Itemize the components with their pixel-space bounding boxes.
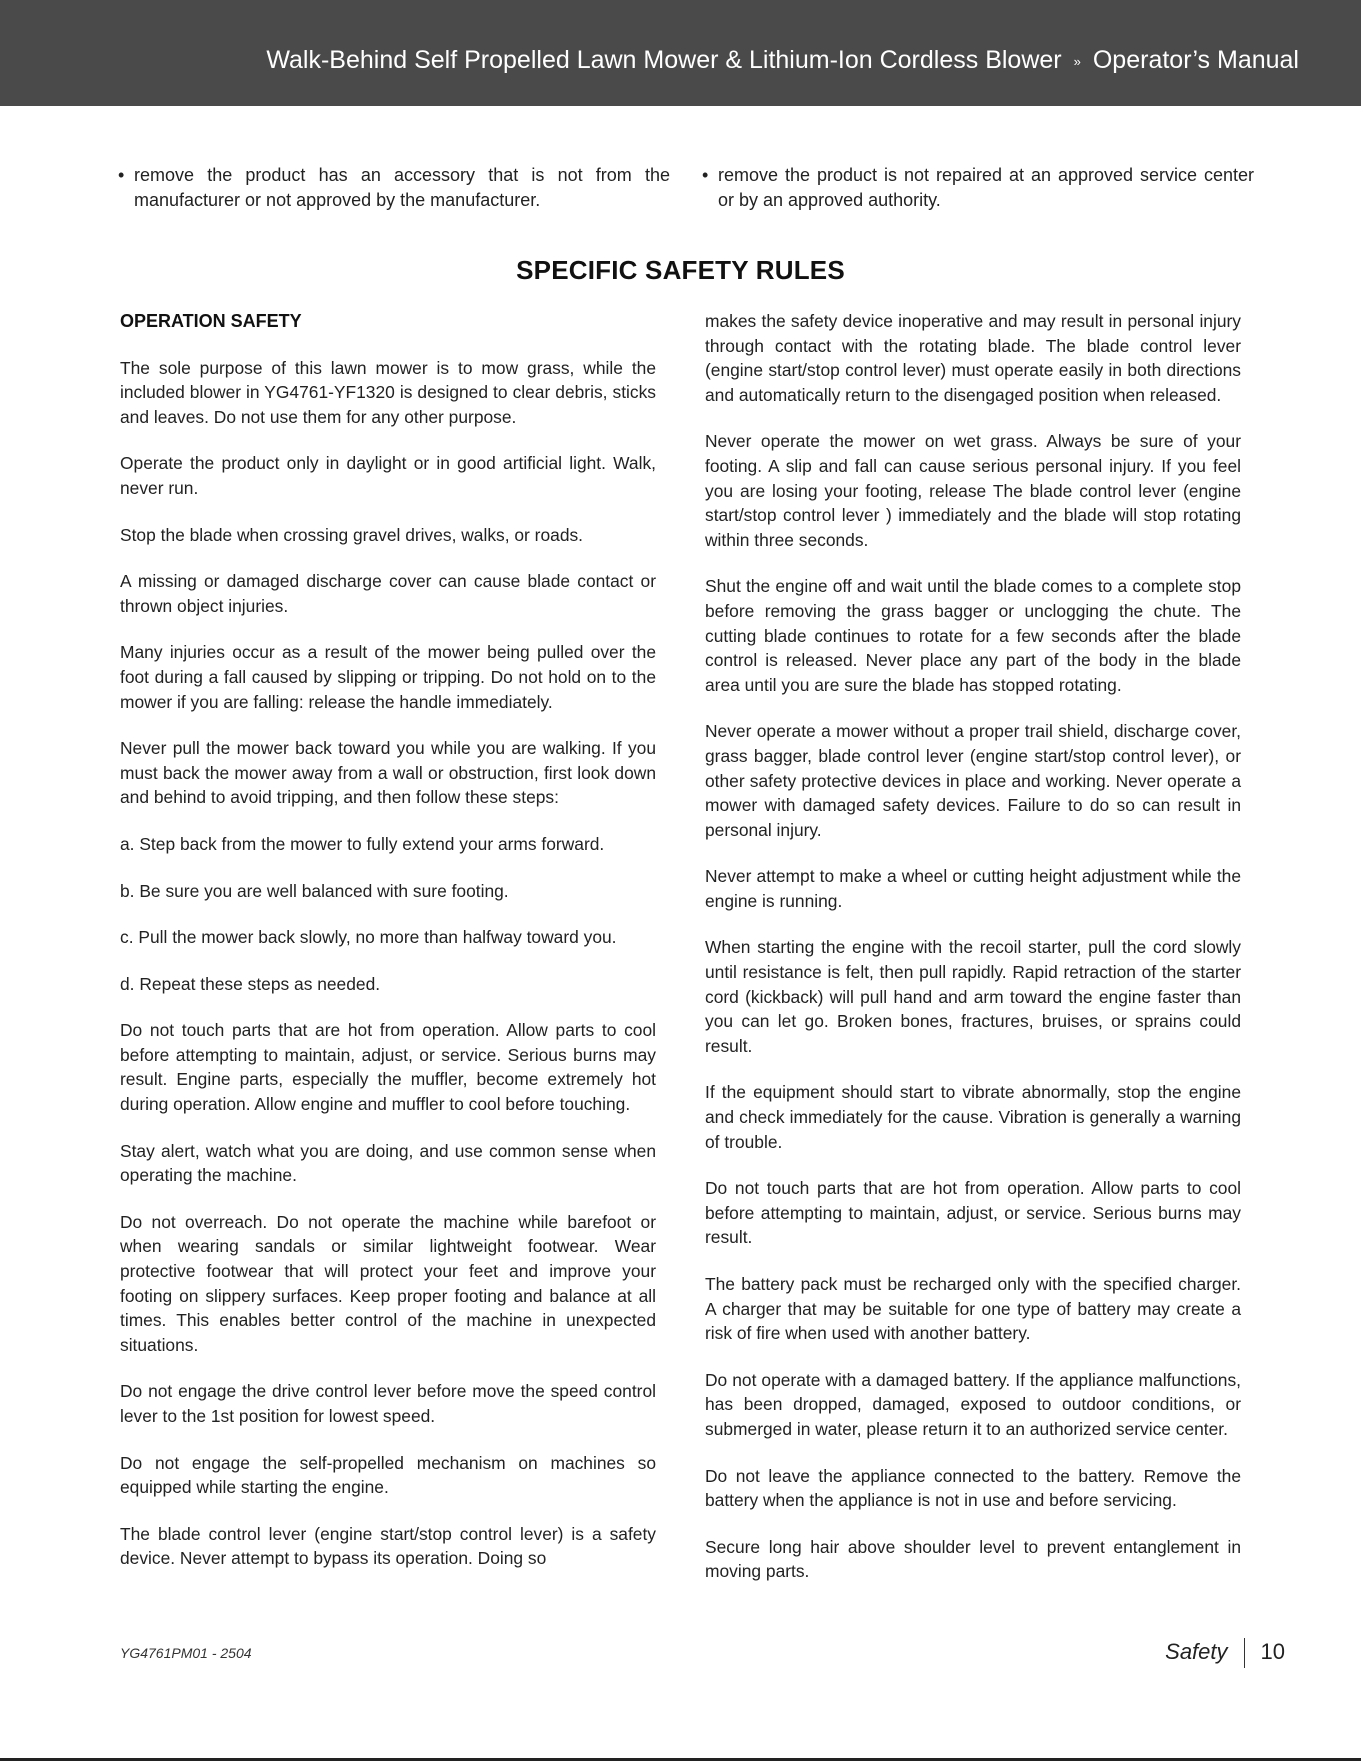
paragraph: Do not leave the appliance connected to the battery. Remove the battery when the appliance is not in use and before servicing. [705, 1465, 1241, 1511]
paragraph: Do not touch parts that are hot from operation. Allow parts to cool before attempting to maintain, adjust, or service. Serious burns may result. [705, 1178, 1241, 1248]
paragraph: The battery pack must be recharged only with the specified charger. A charger that may be suitable for one type of battery may create a risk of fire when used with another battery. [705, 1274, 1241, 1344]
section-heading: SPECIFIC SAFETY RULES [516, 255, 845, 285]
top-bullet-left-text: remove the product has an accessory that is not from the manufacturer or not approved by the manufacturer. [134, 165, 670, 210]
paragraph: Never operate the mower on wet grass. Always be sure of your footing. A slip and fall can cause serious personal injury. If you feel you are losing your footing, release The blade control lever (engine start/stop control lever ) immediately and the blade will stop rotating within three seconds. [705, 431, 1241, 550]
paragraph: The sole purpose of this lawn mower is to mow grass, while the included blower in YG4761-YF1320 is designed to clear debris, sticks and leaves. Do not use them for any other purpose. [120, 357, 656, 427]
header-manual-label: Operator’s Manual [1092, 46, 1299, 74]
top-bullet-right [702, 163, 1254, 213]
top-bullet-right-text: remove the product is not repaired at an approved service center or by an approved authority. [718, 165, 1254, 210]
paragraph: Secure long hair above shoulder level to prevent entanglement in moving parts. [705, 1536, 1241, 1582]
paragraph: If the equipment should start to vibrate abnormally, stop the engine and check immediately for the cause. Vibration is generally a warning of trouble. [705, 1082, 1241, 1152]
page-number: 10 [1260, 1638, 1285, 1664]
header-separator: » [1073, 53, 1081, 69]
paragraph: Never pull the mower back toward you while you are walking. If you must back the mower away from a wall or obstruction, first look down and behind to avoid tripping, and then follow these steps: [120, 738, 656, 808]
paragraph: Do not engage the self-propelled mechanism on machines so equipped while starting the engine. [120, 1452, 656, 1498]
subheading-operation-safety: OPERATION SAFETY [120, 311, 302, 331]
header-title-group [266, 46, 1299, 75]
page-header [0, 0, 1361, 106]
paragraph: Do not engage the drive control lever before move the speed control lever to the 1st position for lowest speed. [120, 1381, 656, 1426]
left-column [120, 309, 656, 1571]
step-item: d. Repeat these steps as needed. [120, 973, 381, 994]
step-item: c. Pull the mower back slowly, no more than halfway toward you. [120, 927, 617, 948]
paragraph: Do not operate with a damaged battery. If the appliance malfunctions, has been dropped, damaged, exposed to outdoor conditions, or submerged in water, please return it to an authorized service center. [705, 1369, 1241, 1439]
paragraph: Do not overreach. Do not operate the machine while barefoot or when wearing sandals or similar lightweight footwear. Wear protective footwear that will protect your feet and improve your footing on slippery surfaces. Keep proper footing and balance at all times. This enables better control of the machine in unexpected situations. [120, 1211, 656, 1355]
right-column [705, 309, 1241, 1584]
step-item: b. Be sure you are well balanced with sure footing. [120, 880, 509, 901]
paragraph: Do not touch parts that are hot from operation. Allow parts to cool before attempting to maintain, adjust, or service. Serious burns may result. Engine parts, especially the muffler, become extremely hot during operation. Allow engine and muffler to cool before touching. [120, 1020, 656, 1115]
paragraph: Stop the blade when crossing gravel drives, walks, or roads. [120, 524, 584, 545]
paragraph: The blade control lever (engine start/stop control lever) is a safety device. Never attempt to bypass its operation. Doing so [120, 1523, 656, 1569]
paragraph: A missing or damaged discharge cover can cause blade contact or thrown object injuries. [120, 571, 656, 616]
footer-section-name: Safety [1165, 1638, 1228, 1664]
bullet-icon: • [702, 165, 709, 185]
paragraph: makes the safety device inoperative and may result in personal injury through contact with the rotating blade. The blade control lever (engine start/stop control lever) must operate easily in both directions and automatically return to the disengaged position when released. [705, 311, 1241, 405]
footer-divider [1244, 1638, 1245, 1668]
page-footer [1165, 1638, 1285, 1668]
paragraph: Stay alert, watch what you are doing, and use common sense when operating the machine. [120, 1140, 656, 1186]
bullet-icon: • [118, 165, 125, 185]
paragraph: Never operate a mower without a proper trail shield, discharge cover, grass bagger, blade control lever (engine start/stop control lever), or other safety protective devices in place and working. Never operate a mower with damaged safety devices. Failure to do so can result in personal injury. [705, 721, 1241, 840]
top-bullet-left [118, 163, 670, 213]
paragraph: Many injuries occur as a result of the mower being pulled over the foot during a fall caused by slipping or tripping. Do not hold on to the mower if you are falling: release the handle immediately. [120, 642, 656, 712]
paragraph: Never attempt to make a wheel or cutting height adjustment while the engine is running. [705, 866, 1241, 911]
paragraph: When starting the engine with the recoil starter, pull the cord slowly until resistance is felt, then pull rapidly. Rapid retraction of the starter cord (kickback) will pull hand and arm toward the engine faster than you can let go. Broken bones, fractures, bruises, or sprains could result. [705, 937, 1241, 1056]
document-code: YG4761PM01 - 2504 [120, 1645, 252, 1661]
paragraph: Shut the engine off and wait until the blade comes to a complete stop before removing the grass bagger or unclogging the chute. The cutting blade continues to rotate for a few seconds after the blade control is released. Never place any part of the body in the blade area until you are sure the blade has stopped rotating. [705, 576, 1241, 695]
paragraph: Operate the product only in daylight or in good artificial light. Walk, never run. [120, 453, 656, 498]
step-item: a. Step back from the mower to fully extend your arms forward. [120, 833, 605, 854]
header-product-title: Walk-Behind Self Propelled Lawn Mower & Lithium-Ion Cordless Blower [266, 46, 1062, 74]
